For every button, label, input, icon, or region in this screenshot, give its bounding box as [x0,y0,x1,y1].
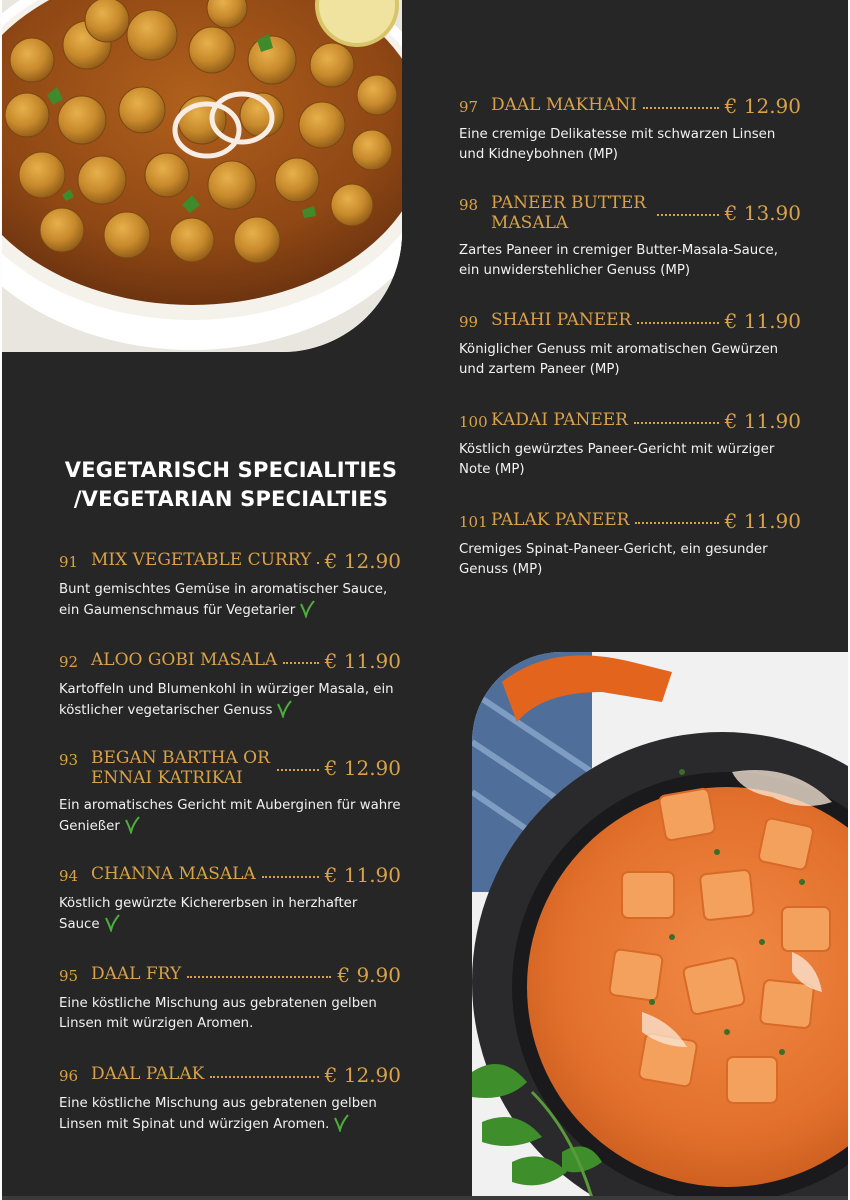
dotted-leader [634,422,719,424]
item-number: 100 [459,413,488,431]
item-number: 97 [459,98,479,116]
vegan-leaf-icon [333,1114,349,1132]
item-price: € 11.90 [724,509,801,533]
item-price: € 12.90 [324,1063,401,1087]
menu-item [59,550,401,621]
menu-item [59,650,401,721]
item-description: Eine cremige Delikatesse mit schwarzen Linsen und Kidneybohnen (MP) [459,127,776,162]
item-description: Kartoffeln und Blumenkohl in würziger Masala, ein köstlicher vegetarischer Genuss [59,682,394,718]
item-description: Ein aromatisches Gericht mit Auberginen für wahre Genießer [59,798,401,834]
menu-item [459,410,801,480]
item-number: 94 [59,867,79,885]
menu-item [59,1064,401,1135]
item-name: DAAL MAKHANI [491,95,637,115]
item-name: DAAL FRY [91,964,182,984]
item-description: Bunt gemischtes Gemüse in aromatischer Sauce, ein Gaumenschmaus für Vegetarier [59,582,388,618]
vegan-leaf-icon [299,600,315,618]
menu-item [459,310,801,380]
item-name: DAAL PALAK [91,1064,205,1084]
item-price: € 11.90 [724,309,801,333]
item-description: Eine köstliche Mischung aus gebratenen gelben Linsen mit Spinat und würzigen Aromen. [59,1096,377,1132]
item-name: KADAI PANEER [491,410,628,430]
dotted-leader [643,107,719,109]
paneer-butter-masala-photo [472,652,848,1198]
item-price: € 12.90 [324,756,401,780]
item-name: BEGAN BARTHA OR ENNAI KATRIKAI [91,748,270,788]
section-title [2,456,460,514]
page-border [2,1196,848,1200]
item-number: 93 [59,751,79,769]
item-name: ALOO GOBI MASALA [91,650,278,670]
menu-item [459,193,801,281]
item-description: Köstlich gewürztes Paneer-Gericht mit würziger Note (MP) [459,442,775,477]
dotted-leader [262,876,319,878]
item-name: MIX VEGETABLE CURRY [91,550,312,570]
item-number: 92 [59,653,79,671]
vegan-leaf-icon [124,816,140,834]
vegan-leaf-icon [276,700,292,718]
menu-item [59,864,401,935]
item-price: € 11.90 [724,409,801,433]
menu-page [2,0,848,1198]
item-number: 98 [459,196,479,214]
item-number: 99 [459,313,479,331]
dotted-leader [277,769,319,771]
dotted-leader [187,976,331,978]
item-name: PANEER BUTTER MASALA [491,193,647,233]
item-description: Eine köstliche Mischung aus gebratenen gelben Linsen mit würzigen Aromen. [59,996,377,1031]
item-description: Cremiges Spinat-Paneer-Gericht, ein gesunder Genuss (MP) [459,542,768,577]
dotted-leader [283,662,319,664]
item-price: € 12.90 [724,94,801,118]
chana-masala-photo [2,0,402,352]
item-number: 96 [59,1067,79,1085]
dotted-leader [637,322,718,324]
item-price: € 11.90 [324,649,401,673]
item-price: € 9.90 [337,963,401,987]
item-number: 101 [459,513,488,531]
dotted-leader [657,214,719,216]
item-name: SHAHI PANEER [491,310,632,330]
vegan-leaf-icon [104,914,120,932]
item-description: Köstlich gewürzte Kichererbsen in herzhafter Sauce [59,896,358,932]
item-price: € 11.90 [324,863,401,887]
menu-item [459,510,801,580]
menu-item [59,964,401,1034]
item-name: CHANNA MASALA [91,864,256,884]
section-title-line2: /VEGETARIAN SPECIALTIES [73,487,389,511]
item-price: € 13.90 [724,201,801,225]
item-name: PALAK PANEER [491,510,630,530]
dotted-leader [210,1076,318,1078]
dotted-leader [635,522,718,524]
item-description: Zartes Paneer in cremiger Butter-Masala-Sauce, ein unwiderstehlicher Genuss (MP) [459,243,778,278]
item-description: Königlicher Genuss mit aromatischen Gewürzen und zartem Paneer (MP) [459,342,779,377]
item-number: 91 [59,553,79,571]
item-number: 95 [59,967,79,985]
menu-item [59,748,401,837]
menu-item [459,95,801,165]
dotted-leader [317,562,318,564]
section-title-line1: VEGETARISCH SPECIALITIES [64,458,398,482]
item-price: € 12.90 [324,549,401,573]
